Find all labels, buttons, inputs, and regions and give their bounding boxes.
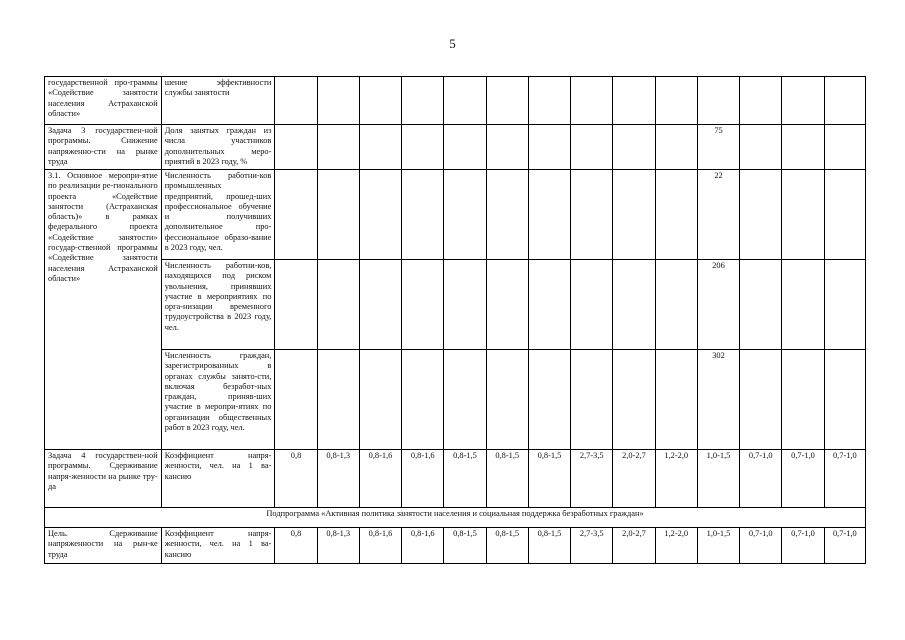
value-cell: 0,8-1,3: [317, 528, 359, 564]
value-cell: 0,8-1,5: [486, 450, 528, 508]
value-cell: [444, 350, 486, 450]
indicators-table: [44, 76, 866, 564]
subprogram-heading: Подпрограмма «Активная политика занятости населения и социальная поддержка безработных граждан»: [45, 508, 866, 528]
value-cell: 0,8-1,5: [528, 450, 570, 508]
value-cell: [402, 350, 444, 450]
value-cell: [782, 260, 824, 350]
table-row: [45, 450, 866, 508]
value-cell: [359, 125, 401, 170]
value-cell: [571, 125, 613, 170]
value-cell: [275, 125, 317, 170]
task-cell: Задача 4 государствен-ной программы. Сдерживание напря-женности на рынке тру-да: [45, 450, 162, 508]
value-cell: 0,8-1,6: [402, 528, 444, 564]
value-cell: [486, 125, 528, 170]
value-cell: [359, 350, 401, 450]
task-cell: государственной про-граммы «Содействие занятости населения Астраханской области»: [45, 77, 162, 125]
value-cell: 2,0-2,7: [613, 528, 655, 564]
value-cell: 0,8-1,3: [317, 450, 359, 508]
value-cell: [317, 350, 359, 450]
value-cell: [613, 77, 655, 125]
indicator-cell: Коэффициент напря-женности, чел. на 1 ва-кансию: [161, 450, 275, 508]
table-row: [45, 508, 866, 528]
value-cell: [782, 77, 824, 125]
value-cell: 206: [697, 260, 739, 350]
table-row: [45, 260, 866, 350]
value-cell: [740, 350, 782, 450]
value-cell: [655, 77, 697, 125]
value-cell: [402, 77, 444, 125]
value-cell: [655, 170, 697, 260]
value-cell: [571, 260, 613, 350]
value-cell: [613, 125, 655, 170]
value-cell: [740, 170, 782, 260]
value-cell: 0,8-1,5: [486, 528, 528, 564]
value-cell: [782, 170, 824, 260]
value-cell: [824, 350, 865, 450]
indicator-cell: Численность работни-ков, находящихся под риском увольнения, принявших участие в мероприятиях по орга-низации временного трудоустройства в 2023 году, чел.: [161, 260, 275, 350]
value-cell: 0,8-1,6: [402, 450, 444, 508]
value-cell: 0,8: [275, 450, 317, 508]
value-cell: 0,8-1,6: [359, 528, 401, 564]
value-cell: [444, 77, 486, 125]
value-cell: 0,8-1,6: [359, 450, 401, 508]
table-row: [45, 170, 866, 260]
value-cell: [528, 125, 570, 170]
value-cell: [528, 170, 570, 260]
value-cell: 1,2-2,0: [655, 528, 697, 564]
value-cell: 0,8: [275, 528, 317, 564]
value-cell: 0,7-1,0: [824, 450, 865, 508]
task-cell: Задача 3 государствен-ной программы. Снижение напряженно-сти на рынке труда: [45, 125, 162, 170]
value-cell: [571, 350, 613, 450]
value-cell: [824, 125, 865, 170]
value-cell: [740, 125, 782, 170]
value-cell: [528, 260, 570, 350]
value-cell: [613, 170, 655, 260]
value-cell: [655, 125, 697, 170]
value-cell: [655, 350, 697, 450]
table-row: [45, 350, 866, 450]
value-cell: [275, 350, 317, 450]
value-cell: [444, 260, 486, 350]
value-cell: [613, 260, 655, 350]
value-cell: 0,7-1,0: [824, 528, 865, 564]
value-cell: 75: [697, 125, 739, 170]
value-cell: [613, 350, 655, 450]
value-cell: 0,8-1,5: [444, 450, 486, 508]
value-cell: [275, 170, 317, 260]
value-cell: 0,7-1,0: [782, 528, 824, 564]
value-cell: [359, 260, 401, 350]
value-cell: [444, 125, 486, 170]
page-number: 5: [449, 36, 456, 51]
value-cell: 0,7-1,0: [782, 450, 824, 508]
value-cell: 0,8-1,5: [444, 528, 486, 564]
value-cell: [317, 125, 359, 170]
task-cell: 3.1. Основное меропри-ятие по реализации ре-гионального проекта «Содействие занятости (Астраханская область)» в рамках федерального проекта «Содействие занятости» государ-ственной программы «Содействие занятости населения Астраханской области»: [45, 170, 162, 450]
value-cell: [317, 77, 359, 125]
indicator-cell: шение эффективности службы занятости: [161, 77, 275, 125]
table-row: [45, 528, 866, 564]
value-cell: [740, 77, 782, 125]
value-cell: [359, 77, 401, 125]
value-cell: [486, 170, 528, 260]
value-cell: [444, 170, 486, 260]
value-cell: 1,0-1,5: [697, 450, 739, 508]
value-cell: [824, 260, 865, 350]
value-cell: [402, 125, 444, 170]
indicator-cell: Доля занятых граждан из числа участников дополнительных меро-приятий в 2023 году, %: [161, 125, 275, 170]
value-cell: [528, 77, 570, 125]
value-cell: [740, 260, 782, 350]
indicator-cell: Численность граждан, зарегистрированных в органах службы занято-сти, включая безработ-ных граждан, приняв-ших участие в меропри-ятиях по организации общественных работ в 2023 году, чел.: [161, 350, 275, 450]
value-cell: [782, 350, 824, 450]
value-cell: 0,7-1,0: [740, 528, 782, 564]
value-cell: [528, 350, 570, 450]
value-cell: [275, 260, 317, 350]
value-cell: [486, 260, 528, 350]
value-cell: [655, 260, 697, 350]
value-cell: [275, 77, 317, 125]
value-cell: 0,7-1,0: [740, 450, 782, 508]
value-cell: [824, 170, 865, 260]
value-cell: [782, 125, 824, 170]
value-cell: 1,0-1,5: [697, 528, 739, 564]
value-cell: [824, 77, 865, 125]
task-cell: Цель. Сдерживание напряженности на рын-ке труда: [45, 528, 162, 564]
value-cell: [697, 77, 739, 125]
value-cell: 1,2-2,0: [655, 450, 697, 508]
value-cell: 2,0-2,7: [613, 450, 655, 508]
value-cell: [571, 77, 613, 125]
value-cell: [486, 350, 528, 450]
value-cell: [359, 170, 401, 260]
indicator-cell: Численность работни-ков промышленных предприятий, прошед-ших профессиональное обучение и получивших дополнительное про-фессиональное образо-вание в 2023 году, чел.: [161, 170, 275, 260]
table-body: [45, 77, 866, 564]
value-cell: [402, 170, 444, 260]
value-cell: 2,7-3,5: [571, 450, 613, 508]
value-cell: 302: [697, 350, 739, 450]
value-cell: [486, 77, 528, 125]
indicator-cell: Коэффициент напря-женности, чел. на 1 ва-кансию: [161, 528, 275, 564]
value-cell: 2,7-3,5: [571, 528, 613, 564]
value-cell: 0,8-1,5: [528, 528, 570, 564]
value-cell: [317, 260, 359, 350]
table-row: [45, 77, 866, 125]
value-cell: 22: [697, 170, 739, 260]
value-cell: [571, 170, 613, 260]
value-cell: [317, 170, 359, 260]
table-row: [45, 125, 866, 170]
value-cell: [402, 260, 444, 350]
